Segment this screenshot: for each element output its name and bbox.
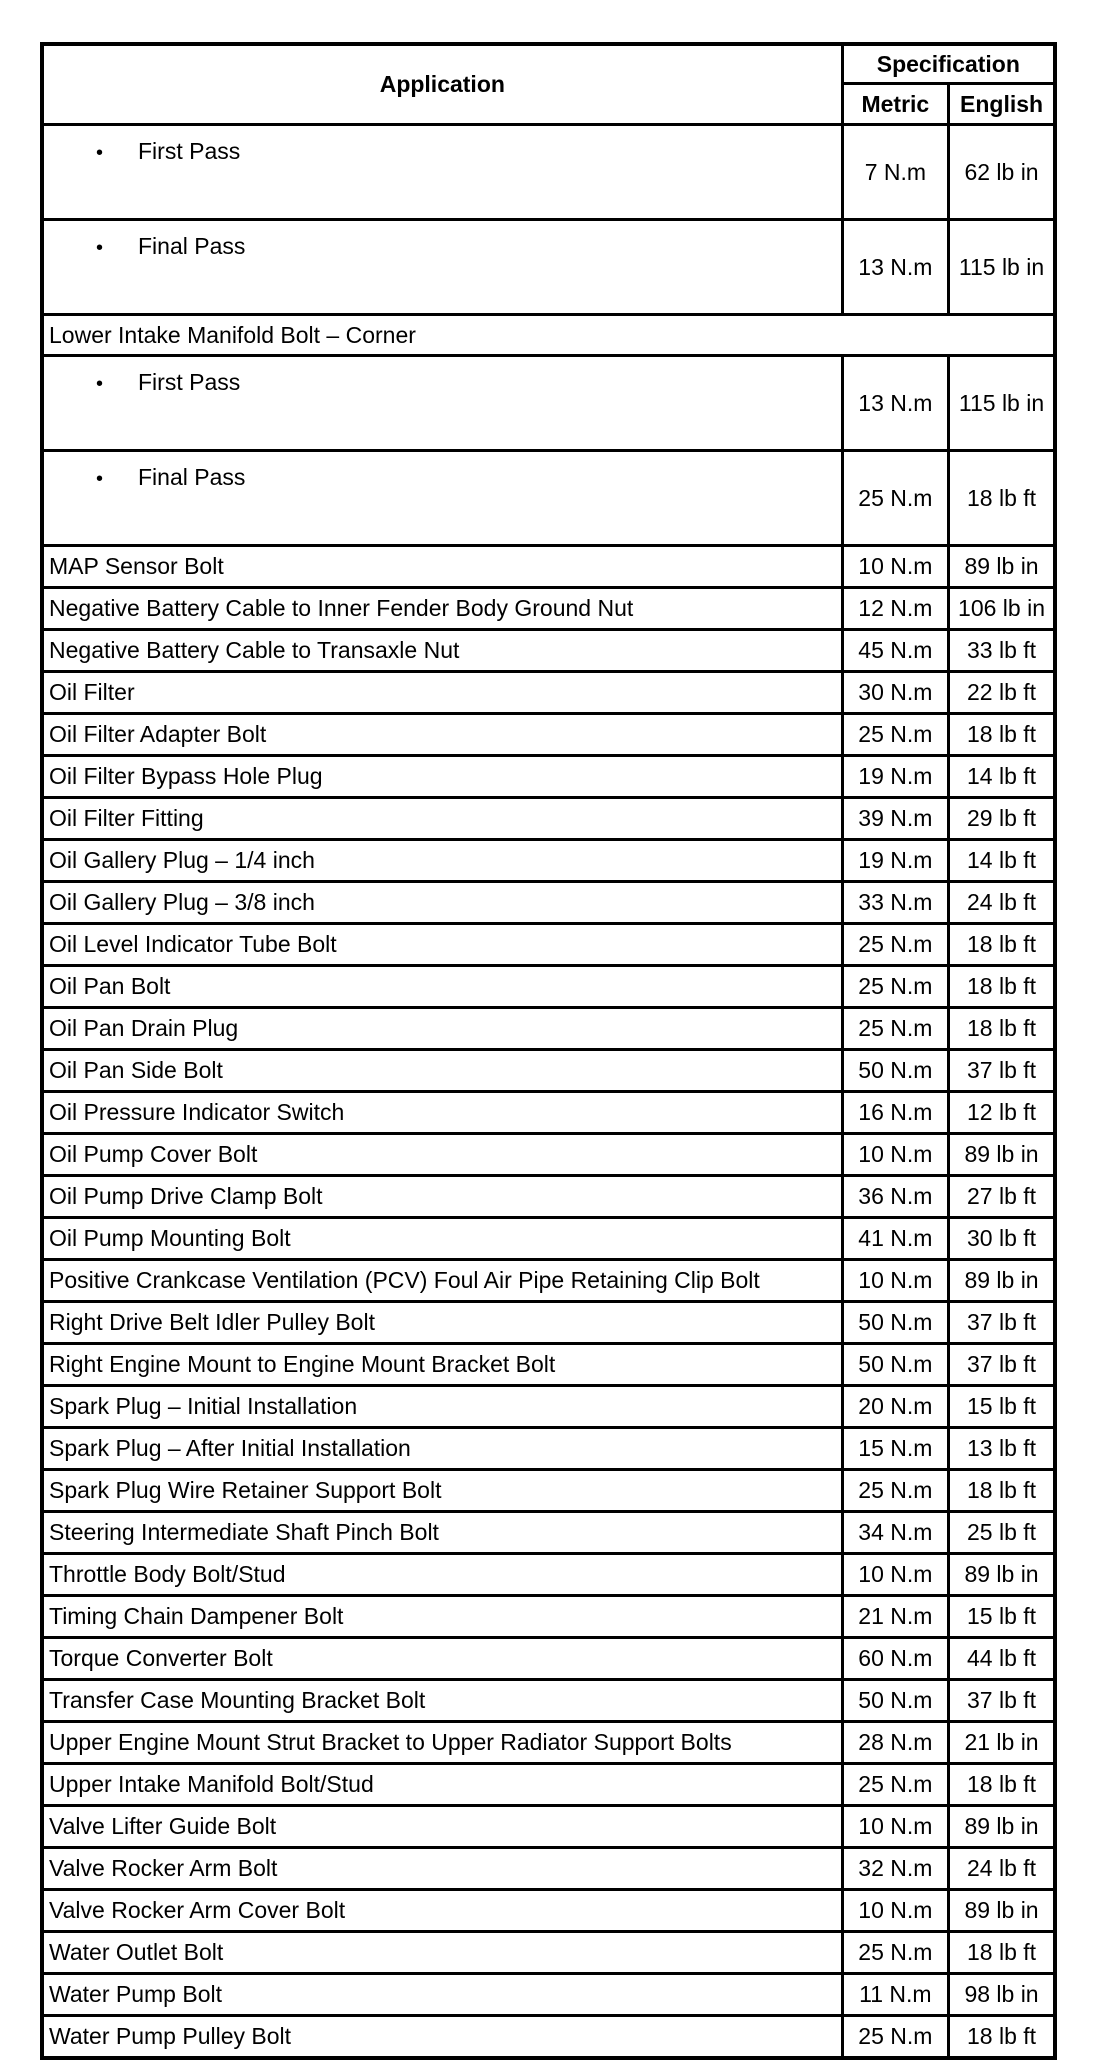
application-cell: Right Drive Belt Idler Pulley Bolt [42, 1302, 842, 1344]
bullet-icon: • [96, 468, 104, 490]
header-row-top [42, 44, 1055, 84]
metric-value: 25 N.m [842, 1008, 948, 1050]
english-value: 18 lb ft [949, 1470, 1055, 1512]
english-value: 13 lb ft [949, 1428, 1055, 1470]
application-cell: MAP Sensor Bolt [42, 546, 842, 588]
english-value: 89 lb in [949, 1554, 1055, 1596]
english-value: 14 lb ft [949, 840, 1055, 882]
section-label: Lower Intake Manifold Bolt – Corner [42, 315, 1055, 356]
metric-value: 50 N.m [842, 1302, 948, 1344]
application-cell: Negative Battery Cable to Inner Fender Body Ground Nut [42, 588, 842, 630]
english-value: 18 lb ft [949, 1932, 1055, 1974]
metric-value: 10 N.m [842, 1134, 948, 1176]
application-cell: Oil Pan Bolt [42, 966, 842, 1008]
table-row [42, 1680, 1055, 1722]
english-value: 12 lb ft [949, 1092, 1055, 1134]
table-row [42, 1764, 1055, 1806]
application-cell: Oil Gallery Plug – 3/8 inch [42, 882, 842, 924]
application-cell: Water Outlet Bolt [42, 1932, 842, 1974]
application-cell: Valve Rocker Arm Bolt [42, 1848, 842, 1890]
table-row [42, 1008, 1055, 1050]
english-value: 30 lb ft [949, 1218, 1055, 1260]
application-cell [42, 356, 842, 451]
table-row [42, 1554, 1055, 1596]
table-row [42, 1974, 1055, 2016]
english-value: 24 lb ft [949, 1848, 1055, 1890]
table-row [42, 1806, 1055, 1848]
english-value: 44 lb ft [949, 1638, 1055, 1680]
sub-step-row [42, 125, 1055, 220]
english-value: 18 lb ft [949, 2016, 1055, 2059]
metric-value: 25 N.m [842, 1470, 948, 1512]
metric-value: 32 N.m [842, 1848, 948, 1890]
english-value: 33 lb ft [949, 630, 1055, 672]
application-cell: Spark Plug – Initial Installation [42, 1386, 842, 1428]
table-row [42, 672, 1055, 714]
metric-value: 7 N.m [842, 125, 948, 220]
metric-value: 36 N.m [842, 1176, 948, 1218]
specification-header: Specification [842, 44, 1055, 84]
english-value: 37 lb ft [949, 1344, 1055, 1386]
metric-value: 10 N.m [842, 546, 948, 588]
english-value: 22 lb ft [949, 672, 1055, 714]
table-row [42, 1050, 1055, 1092]
english-value: 98 lb in [949, 1974, 1055, 2016]
application-header: Application [42, 44, 842, 125]
table-header [42, 44, 1055, 125]
english-value: 89 lb in [949, 1806, 1055, 1848]
metric-value: 20 N.m [842, 1386, 948, 1428]
metric-value: 16 N.m [842, 1092, 948, 1134]
metric-value: 41 N.m [842, 1218, 948, 1260]
metric-value: 34 N.m [842, 1512, 948, 1554]
metric-value: 12 N.m [842, 588, 948, 630]
bullet-icon: • [96, 142, 104, 164]
metric-value: 11 N.m [842, 1974, 948, 2016]
metric-header: Metric [842, 84, 948, 125]
table-row [42, 1512, 1055, 1554]
metric-value: 10 N.m [842, 1260, 948, 1302]
english-value: 37 lb ft [949, 1680, 1055, 1722]
metric-value: 28 N.m [842, 1722, 948, 1764]
table-row [42, 1722, 1055, 1764]
metric-value: 25 N.m [842, 1932, 948, 1974]
english-value: 115 lb in [949, 220, 1055, 315]
english-value: 27 lb ft [949, 1176, 1055, 1218]
application-cell: Oil Pump Drive Clamp Bolt [42, 1176, 842, 1218]
sub-step-label: Final Pass [138, 233, 246, 259]
section-row [42, 315, 1055, 356]
application-cell [42, 220, 842, 315]
application-cell: Valve Lifter Guide Bolt [42, 1806, 842, 1848]
table-row [42, 1932, 1055, 1974]
metric-value: 10 N.m [842, 1554, 948, 1596]
table-row [42, 1638, 1055, 1680]
english-value: 89 lb in [949, 546, 1055, 588]
metric-value: 60 N.m [842, 1638, 948, 1680]
application-cell: Throttle Body Bolt/Stud [42, 1554, 842, 1596]
english-value: 89 lb in [949, 1134, 1055, 1176]
application-cell: Torque Converter Bolt [42, 1638, 842, 1680]
application-cell: Oil Filter Fitting [42, 798, 842, 840]
application-cell: Transfer Case Mounting Bracket Bolt [42, 1680, 842, 1722]
sub-step-row [42, 220, 1055, 315]
table-row [42, 966, 1055, 1008]
metric-value: 25 N.m [842, 2016, 948, 2059]
english-value: 15 lb ft [949, 1596, 1055, 1638]
metric-value: 21 N.m [842, 1596, 948, 1638]
application-cell: Steering Intermediate Shaft Pinch Bolt [42, 1512, 842, 1554]
table-row [42, 1092, 1055, 1134]
english-value: 18 lb ft [949, 924, 1055, 966]
application-cell: Valve Rocker Arm Cover Bolt [42, 1890, 842, 1932]
table-row [42, 1848, 1055, 1890]
table-row [42, 588, 1055, 630]
table-row [42, 714, 1055, 756]
metric-value: 19 N.m [842, 756, 948, 798]
sub-step-row [42, 451, 1055, 546]
english-value: 89 lb in [949, 1890, 1055, 1932]
application-cell: Oil Filter Adapter Bolt [42, 714, 842, 756]
application-cell: Oil Pan Side Bolt [42, 1050, 842, 1092]
metric-value: 33 N.m [842, 882, 948, 924]
english-value: 14 lb ft [949, 756, 1055, 798]
application-cell: Oil Gallery Plug – 1/4 inch [42, 840, 842, 882]
table-row [42, 1134, 1055, 1176]
table-row [42, 1218, 1055, 1260]
table-row [42, 1596, 1055, 1638]
english-value: 62 lb in [949, 125, 1055, 220]
table-row [42, 1890, 1055, 1932]
torque-spec-table [40, 42, 1057, 2060]
application-cell: Right Engine Mount to Engine Mount Bracket Bolt [42, 1344, 842, 1386]
metric-value: 50 N.m [842, 1344, 948, 1386]
table-row [42, 798, 1055, 840]
english-value: 15 lb ft [949, 1386, 1055, 1428]
application-cell: Upper Engine Mount Strut Bracket to Upper Radiator Support Bolts [42, 1722, 842, 1764]
metric-value: 50 N.m [842, 1050, 948, 1092]
metric-value: 45 N.m [842, 630, 948, 672]
metric-value: 10 N.m [842, 1806, 948, 1848]
english-value: 29 lb ft [949, 798, 1055, 840]
bullet-icon: • [96, 373, 104, 395]
application-cell: Oil Pan Drain Plug [42, 1008, 842, 1050]
table-row [42, 1386, 1055, 1428]
table-row [42, 2016, 1055, 2059]
metric-value: 13 N.m [842, 220, 948, 315]
sub-step-label: Final Pass [138, 464, 246, 490]
sub-step-label: First Pass [138, 369, 241, 395]
english-value: 89 lb in [949, 1260, 1055, 1302]
table-row [42, 756, 1055, 798]
metric-value: 25 N.m [842, 1764, 948, 1806]
application-cell [42, 125, 842, 220]
table-row [42, 1344, 1055, 1386]
application-cell: Oil Pressure Indicator Switch [42, 1092, 842, 1134]
application-cell: Oil Level Indicator Tube Bolt [42, 924, 842, 966]
application-cell: Oil Filter [42, 672, 842, 714]
bullet-icon: • [96, 237, 104, 259]
english-value: 18 lb ft [949, 451, 1055, 546]
application-cell: Oil Filter Bypass Hole Plug [42, 756, 842, 798]
english-value: 18 lb ft [949, 1008, 1055, 1050]
table-row [42, 924, 1055, 966]
application-cell: Oil Pump Cover Bolt [42, 1134, 842, 1176]
english-value: 18 lb ft [949, 1764, 1055, 1806]
table-row [42, 546, 1055, 588]
metric-value: 39 N.m [842, 798, 948, 840]
sub-step-row [42, 356, 1055, 451]
english-value: 115 lb in [949, 356, 1055, 451]
metric-value: 19 N.m [842, 840, 948, 882]
metric-value: 25 N.m [842, 924, 948, 966]
table-row [42, 1176, 1055, 1218]
application-cell: Water Pump Pulley Bolt [42, 2016, 842, 2059]
table-row [42, 1260, 1055, 1302]
sub-step-label: First Pass [138, 138, 241, 164]
application-cell: Water Pump Bolt [42, 1974, 842, 2016]
metric-value: 15 N.m [842, 1428, 948, 1470]
metric-value: 25 N.m [842, 451, 948, 546]
table-row [42, 882, 1055, 924]
application-cell: Upper Intake Manifold Bolt/Stud [42, 1764, 842, 1806]
english-value: 25 lb ft [949, 1512, 1055, 1554]
application-cell: Oil Pump Mounting Bolt [42, 1218, 842, 1260]
metric-value: 13 N.m [842, 356, 948, 451]
table-row [42, 630, 1055, 672]
table-row [42, 1428, 1055, 1470]
application-cell: Positive Crankcase Ventilation (PCV) Foul Air Pipe Retaining Clip Bolt [42, 1260, 842, 1302]
english-value: 18 lb ft [949, 966, 1055, 1008]
table-row [42, 1470, 1055, 1512]
application-cell: Timing Chain Dampener Bolt [42, 1596, 842, 1638]
application-cell [42, 451, 842, 546]
metric-value: 25 N.m [842, 966, 948, 1008]
english-value: 106 lb in [949, 588, 1055, 630]
english-header: English [949, 84, 1055, 125]
metric-value: 50 N.m [842, 1680, 948, 1722]
application-cell: Negative Battery Cable to Transaxle Nut [42, 630, 842, 672]
table-row [42, 1302, 1055, 1344]
metric-value: 10 N.m [842, 1890, 948, 1932]
table-row [42, 840, 1055, 882]
metric-value: 30 N.m [842, 672, 948, 714]
english-value: 18 lb ft [949, 714, 1055, 756]
english-value: 21 lb in [949, 1722, 1055, 1764]
metric-value: 25 N.m [842, 714, 948, 756]
table-body [42, 125, 1055, 2059]
application-cell: Spark Plug Wire Retainer Support Bolt [42, 1470, 842, 1512]
english-value: 24 lb ft [949, 882, 1055, 924]
english-value: 37 lb ft [949, 1302, 1055, 1344]
application-cell: Spark Plug – After Initial Installation [42, 1428, 842, 1470]
english-value: 37 lb ft [949, 1050, 1055, 1092]
